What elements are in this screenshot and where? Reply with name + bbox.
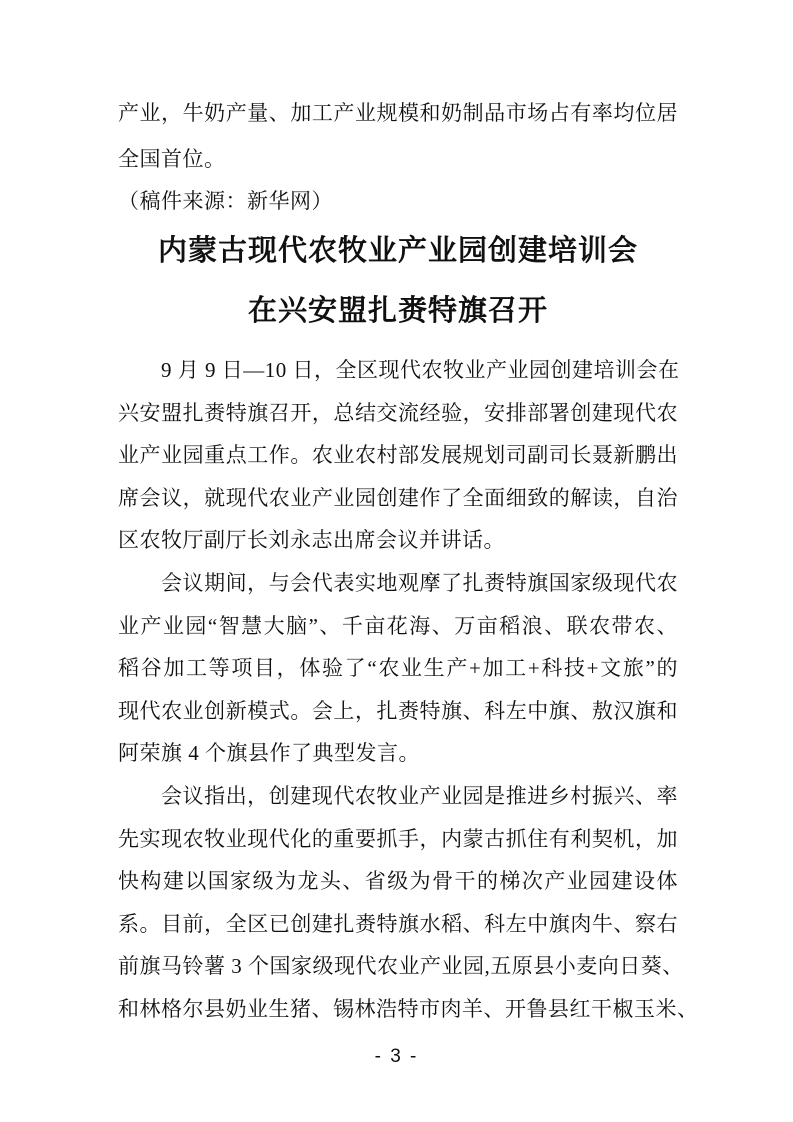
text-line: 阿荣旗 4 个旗县作了典型发言。 [118, 741, 420, 766]
text-line: 会议期间，与会代表实地观摩了扎赉特旗国家级现代农 [161, 570, 678, 595]
article-body [118, 349, 699, 1031]
text-line: 兴安盟扎赉特旗召开，总结交流经验，安排部署创建现代农 [118, 400, 678, 425]
text-line: 区农牧厅副厅长刘永志出席会议并讲话。 [118, 528, 505, 553]
text-line: 先实现农牧业现代化的重要抓手，内蒙古抓住有利契机，加 [118, 826, 678, 851]
text-line: 9 月 9 日—10 日，全区现代农牧业产业园创建培训会在 [161, 358, 680, 382]
text-line: 产业，牛奶产量、加工产业规模和奶制品市场占有率均位居 [118, 101, 678, 125]
article-title-line-1: 内蒙古现代农牧业产业园创建培训会 [157, 235, 638, 267]
text-line: 前旗马铃薯 3 个国家级现代农业产业园,五原县小麦向日葵、 [118, 954, 684, 979]
article-title [118, 221, 678, 341]
intro-paragraph [118, 90, 678, 182]
page-number: - 3 - [374, 1046, 419, 1067]
article-title-line-2: 在兴安盟扎赉特旗召开 [247, 295, 548, 327]
text-line: 业产业园“智慧大脑”、千亩花海、万亩稻浪、联农带农、 [118, 613, 678, 638]
text-line: 业产业园重点工作。农业农村部发展规划司副司长聂新鹏出 [118, 443, 678, 468]
text-line: 现代农业创新模式。会上，扎赉特旗、科左中旗、敖汉旗和 [118, 698, 678, 723]
text-line: 系。目前，全区已创建扎赉特旗水稻、科左中旗肉牛、察右 [118, 911, 678, 936]
text-line: 快构建以国家级为龙头、省级为骨干的梯次产业园建设体 [118, 869, 678, 894]
text-line: 稻谷加工等项目，体验了“农业生产+加工+科技+文旅”的 [118, 656, 678, 681]
text-line: 全国首位。 [118, 147, 226, 171]
text-line: 会议指出，创建现代农牧业产业园是推进乡村振兴、率 [161, 783, 678, 808]
text-line: 席会议，就现代农业产业园创建作了全面细致的解读，自治 [118, 485, 678, 510]
text-line: 和林格尔县奶业生猪、锡林浩特市肉羊、开鲁县红干椒玉米、 [118, 996, 699, 1021]
source-attribution: （稿件来源：新华网） [118, 189, 333, 213]
